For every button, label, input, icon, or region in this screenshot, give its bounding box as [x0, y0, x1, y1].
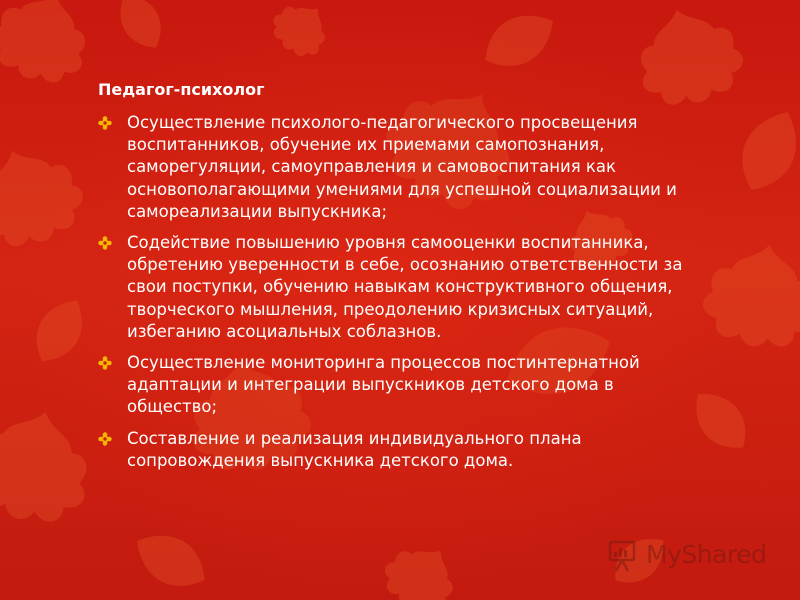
- gear-flower-icon: [98, 236, 112, 250]
- bullet-item: [98, 428, 708, 472]
- bullet-text: Содействие повышению уровня самооценки воспитанника, обретению уверенности в себе, осознанию ответственности за свои поступки, обучению навыкам конструктивного общения, творческого мышления, преодолению кризисных ситуаций, избеганию асоциальных соблазнов.: [127, 233, 683, 341]
- watermark: [606, 536, 776, 576]
- bullet-item: [98, 232, 708, 343]
- bullet-list: [98, 112, 708, 472]
- slide-content: [98, 80, 708, 481]
- gear-flower-icon: [98, 432, 112, 446]
- slide-heading: Педагог-психолог: [98, 80, 265, 99]
- watermark-text: MyShared: [646, 540, 767, 569]
- bullet-text: Составление и реализация индивидуального плана сопровождения выпускника детского дома.: [127, 428, 582, 470]
- bullet-text: Осуществление мониторинга процессов постинтернатной адаптации и интеграции выпускников детского дома в общество;: [127, 353, 640, 417]
- bullet-item: [98, 112, 708, 223]
- gear-flower-icon: [98, 356, 112, 370]
- bullet-item: [98, 352, 708, 419]
- bullet-text: Осуществление психолого-педагогического просвещения воспитанников, обучение их приемами самопознания, саморегуляции, самоуправления и самовоспитания как основополагающими умениями для успешной социализации и самореализации выпускника;: [127, 113, 677, 221]
- gear-flower-icon: [98, 116, 112, 130]
- presentation-icon: [606, 538, 642, 574]
